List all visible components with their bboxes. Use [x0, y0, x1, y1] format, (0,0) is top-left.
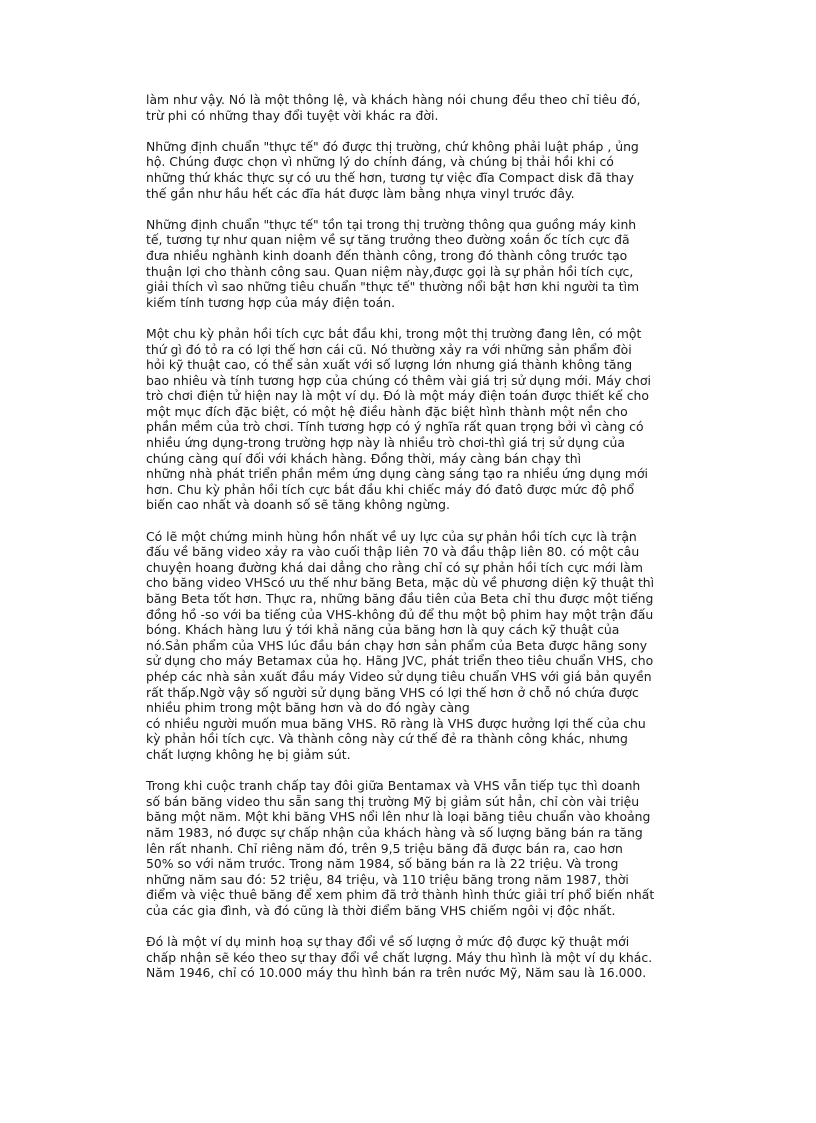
text-line: băng Beta tốt hơn. Thực ra, những băng đầu tiên của Beta chỉ thu được một tiếng — [146, 591, 654, 606]
document-page — [146, 92, 706, 996]
text-line: những thứ khác thực sự có ưu thế hơn, tương tự việc đĩa Compact disk đã thay — [146, 169, 634, 185]
text-line: hộ. Chúng được chọn vì những lý do chính đáng, và chúng bị thải hồi khi có — [146, 154, 614, 170]
text-line: chuyện hoang đường khá dai dẳng cho rằng chỉ có sự phản hồi tích cực mới làm — [146, 559, 643, 575]
text-line: một mục đích đặc biệt, có một hệ điều hành đặc biệt hình thành một nền cho — [146, 403, 628, 419]
text-line: số bán băng video thu sẵn sang thị trường Mỹ bị giảm sút hẳn, chỉ còn vài triệu — [146, 793, 640, 809]
text-line: chấp nhận sẽ kéo theo sự thay đổi về chất lượng. Máy thu hình là một ví dụ khác. — [146, 949, 653, 965]
text-line: rất thấp.Ngờ vậy số người sử dụng băng VHS có lợi thế hơn ở chỗ nó chứa được — [146, 684, 639, 700]
text-line: Có lẽ một chứng minh hùng hồn nhất về uy lực của sự phản hồi tích cực là trận — [146, 528, 637, 544]
text-line: hơn. Chu kỳ phản hồi tích cực bắt đầu khi chiếc máy đó đatô được mức độ phổ — [146, 481, 635, 497]
text-line: thuận lợi cho thành công sau. Quan niệm này,được gọi là sự phản hồi tích cực, — [146, 263, 634, 279]
text-line: cho băng video VHScó ưu thế như băng Beta, mặc dù về phương diện kỹ thuật thì — [146, 575, 655, 591]
text-line: đưa nhiều nghành kinh doanh đến thành công, trong đó thành công trước tạo — [146, 247, 628, 263]
text-line: thế gần như hầu hết các đĩa hát được làm bằng nhựa vinyl trước đây. — [146, 185, 575, 201]
text-line: chất lượng không hẹ bị giảm sút. — [146, 746, 351, 762]
text-line: trò chơi điện tử hiện nay là một ví dụ. Đó là một máy điện toán được thiết kế cho — [146, 388, 649, 404]
paragraph-6 — [146, 778, 706, 918]
text-line: Những định chuẩn "thực tế" đó được thị trường, chứ không phải luật pháp , ủng — [146, 138, 639, 154]
text-line: phép các nhà sản xuất đầu máy Video sử dụng tiêu chuẩn VHS với giá bản quyền — [146, 668, 652, 684]
text-line: trừ phi có những thay đổi tuyệt vời khác ra đời. — [146, 107, 439, 123]
text-line: điểm và việc thuê băng để xem phim đã trở thành hình thức giải trí phổ biến nhất — [146, 887, 655, 903]
paragraph-3 — [146, 217, 706, 311]
text-line: của các gia đình, và đó cũng là thời điểm băng VHS chiếm ngôi vị độc nhất. — [146, 902, 616, 918]
text-line: hỏi kỹ thuật cao, có thể sản xuất với số lượng lớn nhưng giá thành không tăng — [146, 357, 633, 373]
text-line: nó.Sản phẩm của VHS lúc đầu bán chạy hơn sản phẩm của Beta được hãng sony — [146, 637, 648, 653]
text-line: Năm 1946, chỉ có 10.000 máy thu hình bán ra trên nước Mỹ, Năm sau là 16.000. — [146, 965, 647, 981]
text-line: chúng càng quí đối với khách hàng. Đồng thời, máy càng bán chạy thì — [146, 450, 582, 466]
paragraph-4 — [146, 326, 706, 513]
text-line: thứ gì đó tỏ ra có lợi thế hơn cái cũ. Nó thường xảy ra với những sản phẩm đòi — [146, 341, 632, 357]
text-line: Đó là một ví dụ minh hoạ sự thay đổi về số lượng ở mức độ được kỹ thuật mới — [146, 934, 630, 950]
text-line: làm như vậy. Nó là một thông lệ, và khách hàng nói chung đều theo chỉ tiêu đó, — [146, 92, 641, 107]
text-line: những nhà phát triển phần mềm ứng dụng càng sáng tạo ra nhiều ứng dụng mới — [146, 466, 648, 482]
text-line: kiếm tính tương hợp của máy điện toán. — [146, 294, 396, 310]
text-line: kỳ phản hồi tích cực. Và thành công này cứ thế đẻ ra thành công khác, nhưng — [146, 731, 628, 747]
text-line: đấu về băng video xảy ra vào cuối thập liên 70 và đầu thập liên 80. có một câu — [146, 544, 640, 560]
text-line: nhiều ứng dụng-trong trường hợp này là nhiều trò chơi-thì giá trị sử dụng của — [146, 435, 625, 451]
text-line: nhiều phim trong một băng hơn và do đó ngày càng — [146, 700, 470, 716]
text-line: Trong khi cuộc tranh chấp tay đôi giữa Bentamax và VHS vẫn tiếp tục thì doanh — [146, 778, 641, 794]
paragraph-7 — [146, 934, 706, 981]
text-line: băng một năm. Một khi băng VHS nổi lên như là loại băng tiêu chuẩn vào khoảng — [146, 809, 651, 825]
text-line: 50% so với năm trước. Trong năm 1984, số băng bán ra là 22 triệu. Và trong — [146, 856, 619, 872]
text-line: tế, tương tự như quan niệm về sự tăng trưởng theo đường xoắn ốc tích cực đã — [146, 232, 630, 248]
text-line: Những định chuẩn "thực tế" tồn tại trong thị trường thông qua guồng máy kinh — [146, 216, 637, 232]
text-line: giải thích vì sao những tiêu chuẩn "thực tế" thường nổi bật hơn khi người ta tìm — [146, 279, 640, 295]
text-line: phần mềm của trò chơi. Tính tương hợp có ý nghĩa rất quan trọng bởi vì càng có — [146, 419, 644, 435]
text-line: lên rất nhanh. Chỉ riêng năm đó, trên 9,5 triệu băng đã được bán ra, cao hơn — [146, 840, 623, 856]
paragraph-1 — [146, 92, 706, 123]
text-line: biến cao nhất và doanh số sẽ tăng không ngừng. — [146, 497, 450, 513]
text-line: có nhiều người muốn mua băng VHS. Rõ ràng là VHS được hưởng lợi thế của chu — [146, 715, 646, 731]
text-line: đồng hồ -so với ba tiếng của VHS-không đủ để thu một bộ phim hay một trận đấu — [146, 606, 654, 622]
text-line: sử dụng cho máy Betamax của họ. Hãng JVC, phát triển theo tiêu chuẩn VHS, cho — [146, 653, 654, 669]
text-line: bóng. Khách hàng lưu ý tới khả năng của băng hơn là quy cách kỹ thuật của — [146, 622, 620, 638]
text-line: năm 1983, nó được sự chấp nhận của khách hàng và số lượng băng bán ra tăng — [146, 824, 643, 840]
text-line: bao nhiêu và tính tương hợp của chúng có thêm vài giá trị sử dụng mới. Máy chơi — [146, 372, 651, 388]
paragraph-5 — [146, 529, 706, 763]
paragraph-2 — [146, 139, 706, 201]
text-line: Một chu kỳ phản hồi tích cực bắt đầu khi, trong một thị trường đang lên, có một — [146, 325, 642, 341]
text-line: những năm sau đó: 52 triệu, 84 triệu, và 110 triệu băng trong năm 1987, thời — [146, 871, 629, 887]
